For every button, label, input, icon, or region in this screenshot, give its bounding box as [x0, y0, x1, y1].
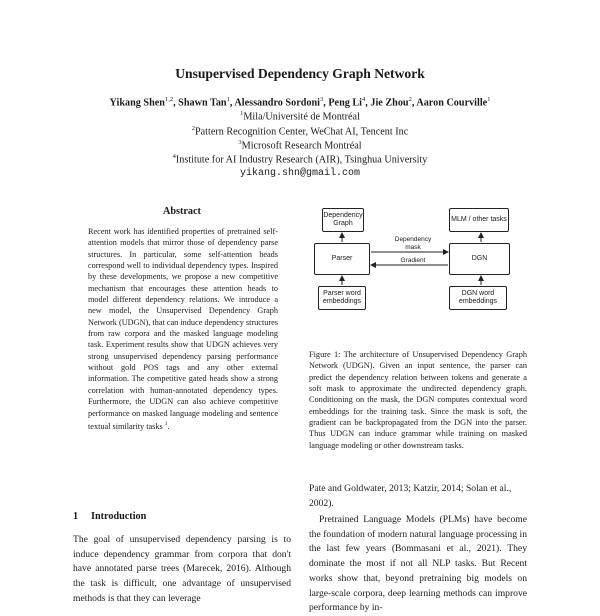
affil-text: Microsoft Research Montréal [241, 140, 362, 152]
section-title: Introduction [91, 511, 147, 522]
continued-text: Pate and Goldwater, 2013; Katzir, 2014; Solan et al., 2002). [309, 483, 512, 509]
affil-text: Institute for AI Industry Research (AIR), Tsinghua University [175, 154, 428, 166]
dgn-embeddings-box: DGN word embeddings [449, 286, 507, 310]
affil-text: Mila/Université de Montréal [243, 111, 360, 123]
architecture-figure [309, 198, 527, 340]
author-affil-mark: 1 [226, 96, 230, 103]
author-affil-mark: 2 [408, 96, 412, 103]
author-name: Jie Zhou [370, 97, 409, 109]
author-name: Peng Li [328, 97, 363, 109]
author-name: Shawn Tan [178, 97, 227, 109]
section-number: 1 [73, 511, 79, 522]
author-list: Yikang Shen$^{1,2}$, Shawn Tan$^1$, Alessandro Sordoni$^3$, Peng Li$^4$, Jie Zhou$^2$, Aaron Courville$^1$ [109, 96, 491, 109]
author-affil-mark: 1,2 [164, 96, 174, 103]
author-name: Alessandro Sordoni [234, 97, 320, 109]
affil-mark: 4 [172, 153, 176, 160]
author-name: Aaron Courville [416, 97, 488, 109]
mlm-tasks-box: MLM / other tasks [449, 208, 509, 232]
section-heading [73, 511, 146, 522]
parser-box: Parser [314, 243, 370, 275]
affil-text: Pattern Recognition Center, WeChat AI, Tencent Inc [194, 126, 409, 138]
abstract-body [88, 226, 278, 432]
abstract-text: Recent work has identified properties of pretrained self-attention models that mirror those of dependency parse structures. In particular, some self-attention heads correspond well to individual dependency types. Inspired by these developments, we propose a new competitive mechanism that encourages these attention heads to model different dependency relations. We introduce a new model, the Unsupervised Dependency Graph Network (UDGN), that can induce dependency structures from raw corpora and the masked language modeling task. Experiment results show that UDGN achieves very strong unsupervised dependency parsing performance without gold POS tags and any other external information. The competitive gated heads show a strong correlation with human-annotated dependency types. Furthermore, the UDGN can also achieve competitive performance on masked language modeling and sentence textual similarity tasks [88, 227, 278, 431]
footnote-mark[interactable]: 1 [164, 420, 168, 427]
affiliation [0, 125, 600, 137]
affiliation [0, 153, 600, 165]
parser-embeddings-box: Parser word embeddings [318, 286, 366, 310]
author-name: Yikang Shen [109, 97, 165, 109]
mask-label: Dependency mask [394, 236, 432, 251]
intro-paragraph: The goal of unsupervised dependency parsing is to induce dependency grammar from corpora that don't have annotated parse trees (Marecek, 2016). Although the task is difficult, one advantage of unsupervised methods is that they can leverage [73, 534, 291, 604]
author-email[interactable]: yikang.shn@gmail.com [239, 168, 361, 179]
affil-mark: 2 [191, 125, 195, 132]
figure-caption: Figure 1: The architecture of Unsupervised Dependency Graph Network (UDGN). Given an input sentence, the parser can predict the dependency relation between tokens and generate a soft mask to approximate the undirected dependency graph. Conditioning on the mask, the DGN computes contextual word embeddings for the training task. Since the mask is soft, the gradient can be backpropagated from the DGN into the parser. Thus UDGN can induce grammar while training on masked language modeling or other downstream tasks. [309, 350, 527, 450]
plm-paragraph: Pretrained Language Models (PLMs) have become the foundation of modern natural language processing in the last few years (Bommasani et al., 2021). They dominate the most if not all NLP tasks. But Recent works show that, beyond pretraining big models on large-scale corpora, deep learning methods can improve performance by in- [309, 514, 527, 614]
affiliation [0, 110, 600, 122]
author-affil-mark: 4 [362, 96, 366, 103]
dgn-box: DGN [449, 243, 510, 275]
author-affil-mark: 3 [319, 96, 324, 103]
paper-title: Unsupervised Dependency Graph Network [175, 66, 425, 81]
abstract-end: . [167, 421, 170, 431]
dependency-graph-box: Dependency Graph [322, 208, 364, 232]
abstract-heading: Abstract [163, 206, 201, 217]
affiliation [0, 139, 600, 151]
author-affil-mark: 1 [487, 96, 491, 103]
affil-mark: 1 [240, 110, 244, 117]
affil-mark: 3 [238, 139, 242, 146]
gradient-label: Gradient [400, 257, 426, 264]
